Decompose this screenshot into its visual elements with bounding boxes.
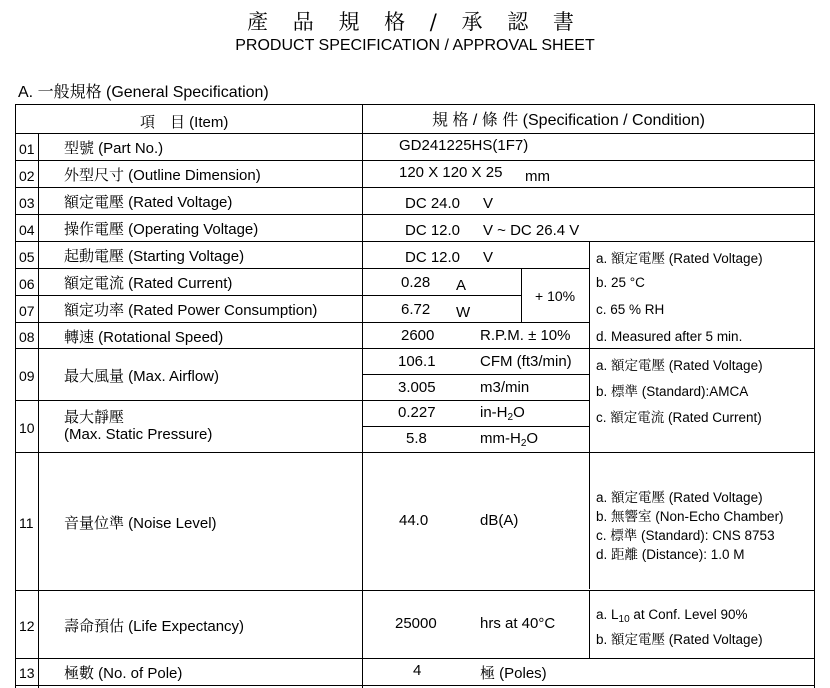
tolerance-value: + 10% bbox=[535, 288, 576, 304]
column-header-item: 項 目 (Item) bbox=[140, 114, 229, 131]
row-line bbox=[15, 241, 815, 242]
pole-count-value: 4 bbox=[413, 662, 422, 679]
dimension-value: 120 X 120 X 25 bbox=[399, 164, 503, 181]
row-line bbox=[15, 268, 590, 269]
row-line bbox=[15, 322, 590, 323]
row-line bbox=[15, 452, 815, 453]
airflow-cmm-value: 3.005 bbox=[398, 379, 436, 396]
row-line bbox=[15, 658, 815, 659]
static-pressure-value-2: 5.8 bbox=[406, 430, 427, 447]
table-border-right bbox=[814, 104, 815, 688]
condition-text: c. 額定電流 (Rated Current) bbox=[596, 410, 762, 425]
row-number: 04 bbox=[19, 222, 35, 238]
row-line bbox=[15, 348, 815, 349]
rated-voltage-unit: V bbox=[483, 195, 494, 212]
item-label: 音量位準 (Noise Level) bbox=[64, 515, 217, 532]
row-line bbox=[15, 160, 815, 161]
row-number: 10 bbox=[19, 420, 35, 436]
row-number: 11 bbox=[19, 515, 34, 531]
item-label: 外型尺寸 (Outline Dimension) bbox=[64, 167, 261, 184]
row-line bbox=[15, 187, 815, 188]
condition-text: a. 額定電壓 (Rated Voltage) bbox=[596, 490, 763, 505]
rated-power-value: 6.72 bbox=[401, 301, 431, 318]
document-title-chinese: 產 品 規 格 / 承 認 書 bbox=[247, 10, 583, 34]
static-pressure-value-1: 0.227 bbox=[398, 404, 436, 421]
item-label: 壽命預估 (Life Expectancy) bbox=[64, 618, 245, 635]
condition-text: a. 額定電壓 (Rated Voltage) bbox=[596, 251, 763, 266]
condition-text: b. 無響室 (Non-Echo Chamber) bbox=[596, 509, 784, 524]
item-label: 轉速 (Rotational Speed) bbox=[64, 329, 224, 346]
col-divider-condition bbox=[589, 241, 590, 348]
part-number-value: GD241225HS(1F7) bbox=[399, 137, 529, 154]
row-line bbox=[15, 685, 815, 686]
item-label: (Max. Static Pressure) bbox=[64, 426, 213, 443]
starting-voltage-unit: V bbox=[483, 249, 494, 266]
noise-level-unit: dB(A) bbox=[480, 512, 519, 529]
item-label: 額定電壓 (Rated Voltage) bbox=[64, 194, 233, 211]
rotational-speed-unit: R.P.M. ± 10% bbox=[480, 327, 571, 344]
row-number: 01 bbox=[19, 141, 35, 157]
rotational-speed-value: 2600 bbox=[401, 327, 435, 344]
airflow-cfm-unit: CFM (ft3/min) bbox=[480, 353, 572, 370]
starting-voltage-value: DC 12.0 bbox=[405, 249, 461, 266]
airflow-cfm-value: 106.1 bbox=[398, 353, 436, 370]
item-label: 型號 (Part No.) bbox=[64, 140, 164, 157]
item-label: 起動電壓 (Starting Voltage) bbox=[64, 248, 245, 265]
item-label: 最大風量 (Max. Airflow) bbox=[64, 368, 220, 385]
row-number: 07 bbox=[19, 303, 35, 319]
row-line bbox=[15, 590, 815, 591]
col-divider-no bbox=[38, 133, 39, 688]
row-number: 06 bbox=[19, 276, 35, 292]
row-line bbox=[362, 426, 590, 427]
rated-current-value: 0.28 bbox=[401, 274, 431, 291]
row-number: 12 bbox=[19, 618, 35, 634]
condition-text: b. 額定電壓 (Rated Voltage) bbox=[596, 632, 763, 647]
condition-text: c. 65 % RH bbox=[596, 302, 665, 317]
rated-current-unit: A bbox=[456, 277, 467, 294]
row-number: 03 bbox=[19, 195, 35, 211]
table-border-top bbox=[15, 104, 815, 105]
condition-text: d. 距離 (Distance): 1.0 M bbox=[596, 547, 745, 562]
col-divider-item bbox=[362, 104, 363, 688]
item-label: 額定功率 (Rated Power Consumption) bbox=[64, 302, 318, 319]
condition-text: b. 25 °C bbox=[596, 275, 645, 290]
row-number: 05 bbox=[19, 249, 35, 265]
condition-text bbox=[596, 607, 747, 625]
condition-text: b. 標準 (Standard):AMCA bbox=[596, 384, 749, 399]
row-number: 09 bbox=[19, 368, 35, 384]
col-divider-condition-4 bbox=[589, 590, 590, 658]
rated-power-unit: W bbox=[456, 304, 471, 321]
row-line bbox=[15, 295, 522, 296]
row-number: 13 bbox=[19, 665, 35, 681]
row-line bbox=[15, 214, 815, 215]
dimension-unit: mm bbox=[525, 168, 550, 185]
life-expectancy-value: 25000 bbox=[395, 615, 437, 632]
col-divider-condition-3 bbox=[589, 452, 590, 589]
condition-text: a. L bbox=[596, 607, 619, 622]
life-expectancy-unit: hrs at 40°C bbox=[480, 615, 556, 632]
document-title-english: PRODUCT SPECIFICATION / APPROVAL SHEET bbox=[235, 37, 595, 54]
item-label: 額定電流 (Rated Current) bbox=[64, 275, 233, 292]
condition-subscript: 10 bbox=[618, 614, 630, 625]
row-line bbox=[15, 400, 590, 401]
row-number: 02 bbox=[19, 168, 35, 184]
condition-text: at Conf. Level 90% bbox=[629, 607, 748, 622]
item-label: 最大靜壓 bbox=[64, 409, 125, 426]
item-label: 極數 (No. of Pole) bbox=[64, 665, 183, 682]
airflow-cmm-unit: m3/min bbox=[480, 379, 530, 396]
column-header-specification: 規 格 / 條 件 (Specification / Condition) bbox=[432, 112, 705, 129]
row-line bbox=[15, 133, 815, 134]
operating-voltage-range: V ~ DC 26.4 V bbox=[483, 222, 580, 239]
table-border-left bbox=[15, 104, 16, 688]
static-pressure-unit-2: $mm-H_2O$ bbox=[480, 430, 539, 449]
condition-text: c. 標準 (Standard): CNS 8753 bbox=[596, 528, 775, 543]
condition-text: a. 額定電壓 (Rated Voltage) bbox=[596, 358, 763, 373]
rated-voltage-value: DC 24.0 bbox=[405, 195, 461, 212]
row-number: 08 bbox=[19, 329, 35, 345]
item-label: 操作電壓 (Operating Voltage) bbox=[64, 221, 259, 238]
row-line bbox=[362, 374, 590, 375]
noise-level-value: 44.0 bbox=[399, 512, 429, 529]
operating-voltage-value: DC 12.0 bbox=[405, 222, 461, 239]
section-heading: A. 一般規格 (General Specification) bbox=[18, 84, 269, 101]
pole-count-unit: 極 (Poles) bbox=[480, 665, 547, 682]
condition-text: d. Measured after 5 min. bbox=[596, 329, 743, 344]
static-pressure-unit-1: $in-H_2O$ bbox=[480, 404, 525, 423]
